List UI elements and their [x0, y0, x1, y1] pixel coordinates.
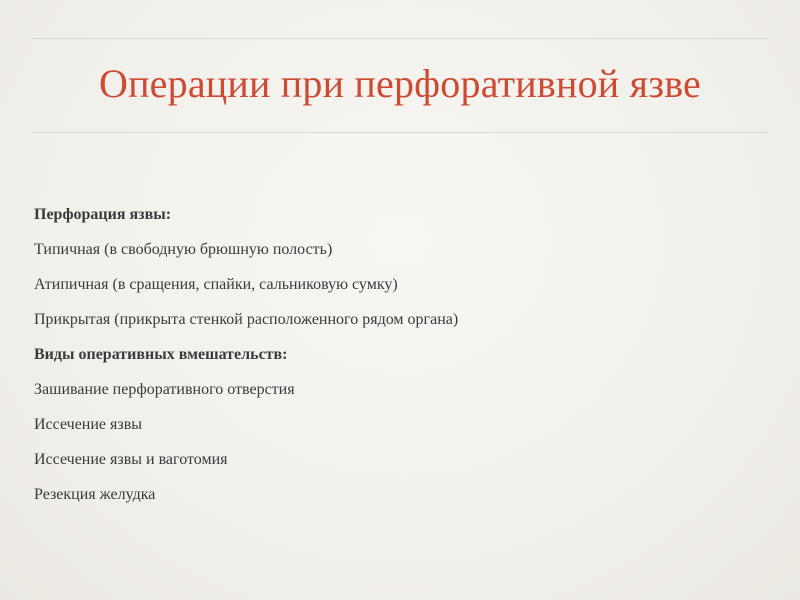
- top-divider: [32, 38, 768, 39]
- list-item: Иссечение язвы: [34, 416, 143, 433]
- slide-title: Операции при перфоративной язве: [98, 61, 702, 106]
- list-item: Зашивание перфоративного отверстия: [34, 381, 295, 398]
- section-heading-operations: Виды оперативных вмешательств:: [34, 346, 288, 363]
- section-heading-perforation: Перфорация язвы:: [34, 206, 172, 223]
- list-item: Прикрытая (прикрыта стенкой расположенного рядом органа): [34, 311, 459, 328]
- list-item: Атипичная (в сращения, спайки, сальниковую сумку): [34, 276, 398, 293]
- list-item: Типичная (в свободную брюшную полость): [34, 241, 333, 258]
- list-item: Иссечение язвы и ваготомия: [34, 451, 228, 468]
- title-divider: [32, 132, 768, 133]
- slide-content: [34, 200, 774, 515]
- list-item: Резекция желудка: [34, 486, 156, 503]
